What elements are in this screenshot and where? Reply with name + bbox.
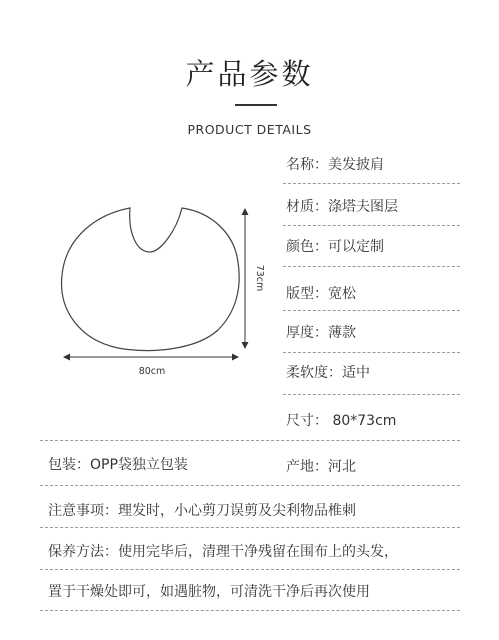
spec-material: 材质：涤塔夫图层 (286, 199, 398, 215)
spec-origin: 产地：河北 (286, 459, 356, 475)
cape-outline (62, 208, 240, 351)
divider (40, 569, 460, 570)
divider (40, 440, 460, 441)
spec-color: 颜色：可以定制 (286, 239, 384, 255)
maintenance-line-2: 置于干燥处即可，如遇脏物，可清洗干净后再次使用 (48, 584, 370, 600)
page-subtitle: PRODUCT DETAILS (187, 122, 312, 137)
divider (40, 610, 460, 611)
spec-thickness: 厚度：薄款 (286, 325, 356, 341)
maintenance-line-1: 保养方法：使用完毕后，清理干净残留在围布上的头发， (48, 544, 398, 560)
care-notice: 注意事项：理发时，小心剪刀误剪及尖利物品椎刺 (48, 503, 356, 519)
spec-fit: 版型：宽松 (286, 286, 356, 302)
page-title: 产品参数 (185, 57, 314, 91)
spec-name: 名称：美发披肩 (286, 157, 384, 173)
spec-packaging: 包装：OPP袋独立包装 (48, 457, 188, 473)
spec-softness: 柔软度：适中 (286, 365, 370, 381)
spec-size: 尺寸： 80*73cm (286, 413, 397, 429)
width-dimension-label: 80cm (138, 366, 166, 377)
divider (283, 225, 460, 226)
divider (40, 485, 460, 486)
divider (283, 394, 460, 395)
divider (40, 527, 460, 528)
divider (283, 310, 460, 311)
height-dimension-label: 73cm (254, 264, 265, 292)
divider (283, 266, 460, 267)
divider (283, 183, 460, 184)
divider (283, 352, 460, 353)
